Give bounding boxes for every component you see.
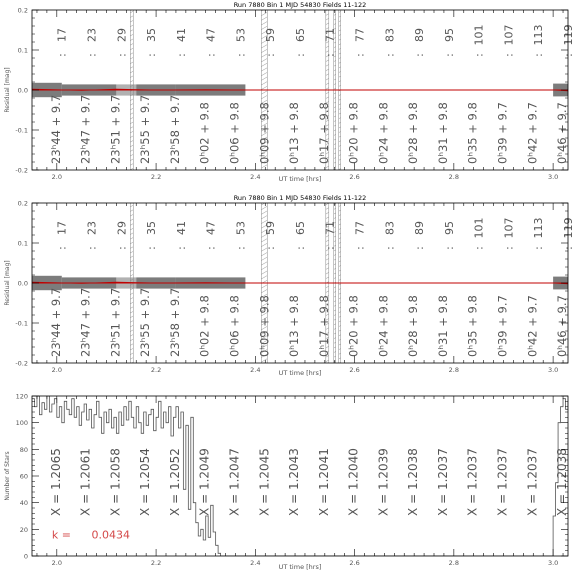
- field-colon-mark: :: [472, 53, 486, 57]
- field-number-label: 23: [85, 221, 99, 235]
- coordinate-label: 0ʰ09 + 9.8: [257, 102, 272, 164]
- coordinate-label: 0ʰ28 + 9.8: [406, 295, 421, 357]
- x-tick-label: 2.0: [51, 366, 62, 374]
- field-colon-mark: :: [55, 246, 69, 250]
- field-colon-mark: :: [502, 53, 516, 57]
- field-colon-mark: :: [442, 53, 456, 57]
- coordinate-label: 0ʰ17 + 9.8: [316, 295, 331, 357]
- coordinate-label: 0ʰ46 + 9.7: [555, 295, 570, 357]
- y-tick-label: 100: [15, 419, 28, 428]
- field-number-label: 71: [323, 28, 337, 42]
- coordinate-label: 0ʰ46 + 9.7: [555, 102, 570, 164]
- airmass-label: X = 1.2037: [465, 448, 480, 516]
- coordinate-label: 23ʰ47 + 9.7: [78, 94, 93, 164]
- field-number-label: 53: [234, 221, 248, 235]
- field-number-label: 89: [413, 28, 427, 42]
- field-colon-mark: :: [174, 246, 188, 250]
- coordinate-label: 0ʰ20 + 9.8: [346, 295, 361, 357]
- field-number-label: 29: [115, 28, 129, 42]
- y-tick-label: 40: [19, 499, 28, 508]
- field-number-label: 107: [502, 217, 516, 239]
- y-tick-label: 20: [19, 525, 28, 534]
- y-tick-label: 0.1: [17, 46, 28, 55]
- x-tick-label: 2.4: [250, 173, 261, 181]
- airmass-label: X = 1.2065: [48, 448, 63, 516]
- y-tick-label: 0.2: [17, 6, 28, 15]
- field-number-label: 35: [145, 221, 159, 235]
- coordinate-label: 23ʰ47 + 9.7: [78, 287, 93, 357]
- y-tick-label: 0.0: [17, 86, 28, 95]
- field-number-label: 95: [442, 221, 456, 235]
- field-number-label: 47: [204, 221, 218, 235]
- field-number-label: 95: [442, 28, 456, 42]
- field-number-label: 113: [532, 24, 546, 46]
- y-tick-label: -0.1: [15, 126, 28, 135]
- x-tick-label: 3.0: [547, 366, 559, 374]
- x-tick-label: 2.2: [150, 559, 162, 567]
- y-tick-label: -0.2: [15, 359, 28, 368]
- coordinate-label: 23ʰ55 + 9.7: [138, 287, 153, 357]
- field-number-label: 53: [234, 28, 248, 42]
- x-tick-label: 2.8: [448, 559, 460, 567]
- field-colon-mark: :: [353, 53, 367, 57]
- field-number-label: 17: [55, 28, 69, 42]
- y-tick-label: 0.2: [17, 199, 28, 208]
- field-number-label: 77: [353, 28, 367, 42]
- coordinate-label: 0ʰ06 + 9.8: [227, 102, 242, 164]
- field-colon-mark: :: [264, 246, 278, 250]
- coordinate-label: 0ʰ24 + 9.8: [376, 295, 391, 357]
- coordinate-label: 0ʰ35 + 9.8: [465, 102, 480, 164]
- airmass-label: X = 1.2047: [227, 448, 242, 516]
- chart-title: Run 7880 Bin 1 MJD 54830 Fields 11-122: [233, 194, 367, 202]
- field-colon-mark: :: [383, 246, 397, 250]
- coordinate-label: 0ʰ31 + 9.8: [435, 102, 450, 164]
- residual-panel-middle: [4, 194, 575, 377]
- airmass-label: X = 1.2054: [138, 448, 153, 516]
- k-value: 0.0434: [91, 528, 131, 542]
- field-number-label: 71: [323, 221, 337, 235]
- field-number-label: 23: [85, 28, 99, 42]
- x-tick-label: 2.0: [51, 559, 62, 567]
- field-colon-mark: :: [442, 246, 456, 250]
- x-tick-label: 2.0: [51, 173, 62, 181]
- field-colon-mark: :: [115, 246, 129, 250]
- coordinate-label: 23ʰ58 + 9.7: [167, 94, 182, 164]
- chart-title: Run 7880 Bin 1 MJD 54830 Fields 11-122: [233, 1, 367, 9]
- coordinate-label: 0ʰ42 + 9.7: [525, 102, 540, 164]
- airmass-label: X = 1.2058: [108, 448, 123, 516]
- field-colon-mark: :: [532, 53, 546, 57]
- coordinate-label: 0ʰ35 + 9.8: [465, 295, 480, 357]
- airmass-label: X = 1.2049: [197, 448, 212, 516]
- field-colon-mark: :: [174, 53, 188, 57]
- y-tick-label: 0: [23, 552, 28, 561]
- x-axis-label: UT time [hrs]: [278, 563, 322, 571]
- coordinate-label: 0ʰ39 + 9.7: [495, 295, 510, 357]
- y-tick-label: 120: [15, 392, 28, 401]
- field-number-label: 59: [264, 28, 278, 42]
- airmass-label: X = 1.2037: [525, 448, 540, 516]
- field-number-label: 83: [383, 28, 397, 42]
- y-tick-label: -0.2: [15, 166, 28, 175]
- coordinate-label: 0ʰ39 + 9.7: [495, 102, 510, 164]
- coordinate-label: 0ʰ09 + 9.8: [257, 295, 272, 357]
- x-tick-label: 2.8: [448, 366, 460, 374]
- airmass-label: X = 1.2061: [78, 448, 93, 516]
- field-colon-mark: :: [472, 246, 486, 250]
- x-tick-label: 3.0: [547, 559, 559, 567]
- field-colon-mark: :: [204, 246, 218, 250]
- field-colon-mark: :: [413, 53, 427, 57]
- field-colon-mark: :: [115, 53, 129, 57]
- coordinate-label: 0ʰ42 + 9.7: [525, 295, 540, 357]
- y-tick-label: 80: [19, 445, 28, 454]
- x-tick-label: 2.6: [349, 173, 360, 181]
- field-number-label: 89: [413, 221, 427, 235]
- coordinate-label: 0ʰ24 + 9.8: [376, 102, 391, 164]
- field-colon-mark: :: [323, 246, 337, 250]
- y-axis-label: Number of Stars: [4, 451, 11, 501]
- coordinate-label: 0ʰ13 + 9.8: [287, 295, 302, 357]
- coordinate-label: 0ʰ13 + 9.8: [287, 102, 302, 164]
- field-number-label: 107: [502, 24, 516, 46]
- field-colon-mark: :: [293, 53, 307, 57]
- airmass-label: X = 1.2041: [316, 448, 331, 516]
- field-colon-mark: :: [293, 246, 307, 250]
- field-number-label: 65: [293, 28, 307, 42]
- field-colon-mark: :: [204, 53, 218, 57]
- airmass-label: X = 1.2037: [435, 448, 450, 516]
- x-tick-label: 2.4: [250, 559, 261, 567]
- coordinate-label: 23ʰ51 + 9.7: [108, 287, 123, 357]
- field-number-label: 41: [174, 221, 188, 235]
- field-colon-mark: :: [561, 53, 575, 57]
- field-number-label: 29: [115, 221, 129, 235]
- coordinate-label: 0ʰ31 + 9.8: [435, 295, 450, 357]
- field-number-label: 101: [472, 217, 486, 239]
- coordinate-label: 0ʰ06 + 9.8: [227, 295, 242, 357]
- field-colon-mark: :: [532, 246, 546, 250]
- field-colon-mark: :: [234, 246, 248, 250]
- coordinate-label: 0ʰ02 + 9.8: [197, 295, 212, 357]
- x-tick-label: 2.2: [150, 173, 162, 181]
- field-number-label: 35: [145, 28, 159, 42]
- field-colon-mark: :: [85, 53, 99, 57]
- x-tick-label: 2.2: [150, 366, 162, 374]
- field-colon-mark: :: [353, 246, 367, 250]
- y-tick-label: 0.0: [17, 279, 28, 288]
- x-tick-label: 2.6: [349, 366, 360, 374]
- field-number-label: 77: [353, 221, 367, 235]
- airmass-label: X = 1.2039: [376, 448, 391, 516]
- field-number-label: 41: [174, 28, 188, 42]
- field-colon-mark: :: [264, 53, 278, 57]
- field-colon-mark: :: [145, 53, 159, 57]
- field-colon-mark: :: [383, 53, 397, 57]
- star-count-panel: [4, 393, 569, 572]
- field-number-label: 83: [383, 221, 397, 235]
- field-number-label: 59: [264, 221, 278, 235]
- airmass-label: X = 1.2052: [167, 448, 182, 516]
- field-number-label: 119: [561, 217, 575, 239]
- coordinate-label: 23ʰ44 + 9.7: [48, 287, 63, 357]
- y-tick-label: 60: [19, 472, 28, 481]
- x-tick-label: 2.6: [349, 559, 360, 567]
- k-label: k =: [51, 528, 71, 542]
- x-tick-label: 3.0: [547, 173, 559, 181]
- field-colon-mark: :: [413, 246, 427, 250]
- field-number-label: 47: [204, 28, 218, 42]
- coordinate-label: 23ʰ58 + 9.7: [167, 287, 182, 357]
- coordinate-label: 23ʰ51 + 9.7: [108, 94, 123, 164]
- x-axis-label: UT time [hrs]: [278, 175, 322, 183]
- field-number-label: 101: [472, 24, 486, 46]
- y-axis-label: Residual [mag]: [4, 67, 11, 113]
- airmass-label: X = 1.2037: [495, 448, 510, 516]
- x-tick-label: 2.8: [448, 173, 460, 181]
- field-colon-mark: :: [323, 53, 337, 57]
- field-colon-mark: :: [85, 246, 99, 250]
- x-axis-label: UT time [hrs]: [278, 369, 322, 377]
- field-colon-mark: :: [234, 53, 248, 57]
- field-number-label: 113: [532, 217, 546, 239]
- coordinate-label: 0ʰ02 + 9.8: [197, 102, 212, 164]
- coordinate-label: 23ʰ44 + 9.7: [48, 94, 63, 164]
- y-tick-label: 0.1: [17, 239, 28, 248]
- field-colon-mark: :: [502, 246, 516, 250]
- field-number-label: 17: [55, 221, 69, 235]
- field-number-label: 119: [561, 24, 575, 46]
- field-colon-mark: :: [561, 246, 575, 250]
- airmass-label: X = 1.2038: [555, 448, 570, 516]
- y-axis-label: Residual [mag]: [4, 260, 11, 306]
- field-number-label: 65: [293, 221, 307, 235]
- airmass-label: X = 1.2043: [287, 448, 302, 516]
- airmass-label: X = 1.2038: [406, 448, 421, 516]
- airmass-label: X = 1.2040: [346, 448, 361, 516]
- field-colon-mark: :: [55, 53, 69, 57]
- field-colon-mark: :: [145, 246, 159, 250]
- coordinate-label: 0ʰ28 + 9.8: [406, 102, 421, 164]
- coordinate-label: 0ʰ17 + 9.8: [316, 102, 331, 164]
- coordinate-label: 0ʰ20 + 9.8: [346, 102, 361, 164]
- y-tick-label: -0.1: [15, 319, 28, 328]
- airmass-label: X = 1.2045: [257, 448, 272, 516]
- residual-panel-top: [4, 1, 575, 183]
- coordinate-label: 23ʰ55 + 9.7: [138, 94, 153, 164]
- x-tick-label: 2.4: [250, 366, 261, 374]
